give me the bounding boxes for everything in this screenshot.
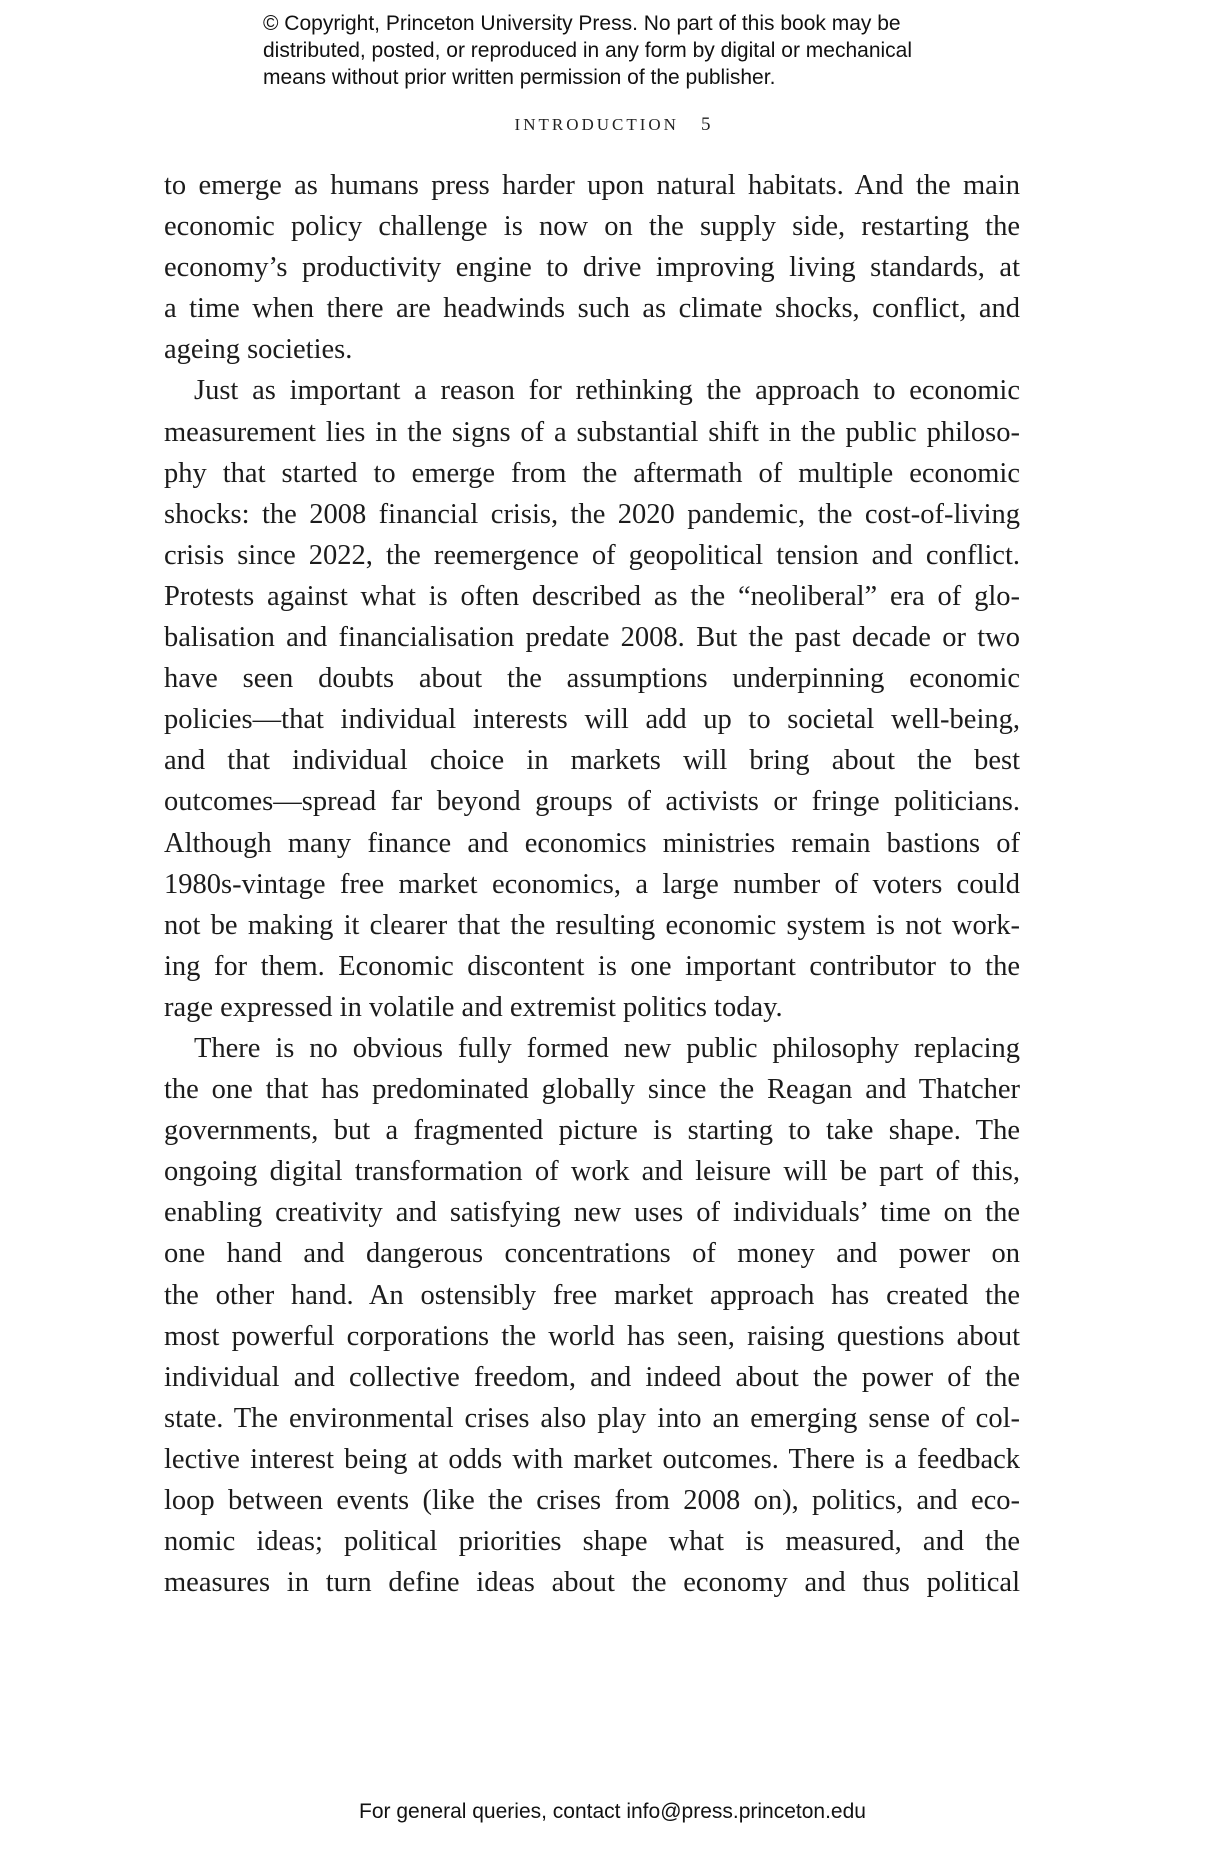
copyright-line: © Copyright, Princeton University Press. No part of this book may be: [263, 12, 901, 35]
paragraph: [164, 370, 1020, 1028]
running-head: [0, 114, 1225, 136]
text-line: ongoing digital transformation of work and leisure will be part of this,: [164, 1156, 1020, 1188]
text-line: Although many finance and economics ministries remain bastions of: [164, 827, 1020, 859]
text-line: measures in turn define ideas about the economy and thus political: [164, 1567, 1020, 1599]
text-line: individual and collective freedom, and indeed about the power of the: [164, 1361, 1020, 1393]
running-head-title: INTRODUCTION: [514, 115, 679, 134]
text-line: nomic ideas; political priorities shape what is measured, and the: [164, 1526, 1020, 1558]
text-line: Protests against what is often described as the “neoliberal” era of glo-: [164, 580, 1020, 612]
text-line: state. The environmental crises also play into an emerging sense of col-: [164, 1402, 1020, 1434]
text-line: economic policy challenge is now on the supply side, restarting the: [164, 211, 1020, 243]
text-line: one hand and dangerous concentrations of money and power on: [164, 1238, 1020, 1270]
page-number: 5: [700, 114, 711, 135]
paragraph: [164, 165, 1020, 370]
text-line: measurement lies in the signs of a substantial shift in the public philoso-: [164, 416, 1020, 448]
text-line: outcomes—spread far beyond groups of activists or fringe politicians.: [164, 786, 1020, 818]
text-line: lective interest being at odds with market outcomes. There is a feedback: [164, 1443, 1020, 1475]
body-text: [164, 165, 1020, 1603]
paragraph: [164, 1028, 1020, 1603]
text-line: loop between events (like the crises from 2008 on), politics, and eco-: [164, 1485, 1020, 1516]
text-line: 1980s-vintage free market economics, a large number of voters could: [164, 868, 1020, 900]
text-line: policies—that individual interests will add up to societal well-being,: [164, 704, 1020, 736]
copyright-line: means without prior written permission of the publisher.: [263, 66, 776, 89]
text-line: enabling creativity and satisfying new uses of individuals’ time on the: [164, 1197, 1020, 1229]
text-line: to emerge as humans press harder upon natural habitats. And the main: [164, 170, 1020, 201]
text-line: ageing societies.: [164, 334, 353, 366]
text-line: There is no obvious fully formed new public philosophy replacing: [194, 1032, 1020, 1064]
copyright-line: distributed, posted, or reproduced in any form by digital or mechanical: [263, 39, 913, 62]
text-line: economy’s productivity engine to drive improving living standards, at: [164, 252, 1020, 284]
text-line: not be making it clearer that the resulting economic system is not work-: [164, 909, 1020, 941]
text-line: governments, but a fragmented picture is starting to take shape. The: [164, 1115, 1020, 1147]
text-line: rage expressed in volatile and extremist politics today.: [164, 991, 783, 1023]
footer-contact: For general queries, contact info@press.princeton.edu: [359, 1800, 866, 1823]
text-line: crisis since 2022, the reemergence of geopolitical tension and conflict.: [164, 539, 1020, 571]
copyright-notice: [263, 10, 1023, 91]
text-line: a time when there are headwinds such as climate shocks, conflict, and: [164, 293, 1020, 325]
text-line: phy that started to emerge from the aftermath of multiple economic: [164, 457, 1020, 489]
text-line: Just as important a reason for rethinking the approach to economic: [194, 375, 1020, 407]
text-line: have seen doubts about the assumptions underpinning economic: [164, 663, 1020, 695]
text-line: the other hand. An ostensibly free market approach has created the: [164, 1279, 1020, 1311]
text-line: balisation and financialisation predate 2008. But the past decade or two: [164, 622, 1020, 654]
text-line: ing for them. Economic discontent is one important contributor to the: [164, 950, 1020, 982]
text-line: most powerful corporations the world has seen, raising questions about: [164, 1320, 1020, 1352]
text-line: the one that has predominated globally since the Reagan and Thatcher: [164, 1074, 1020, 1106]
text-line: and that individual choice in markets will bring about the best: [164, 745, 1020, 777]
text-line: shocks: the 2008 financial crisis, the 2020 pandemic, the cost-of-living: [164, 498, 1020, 530]
